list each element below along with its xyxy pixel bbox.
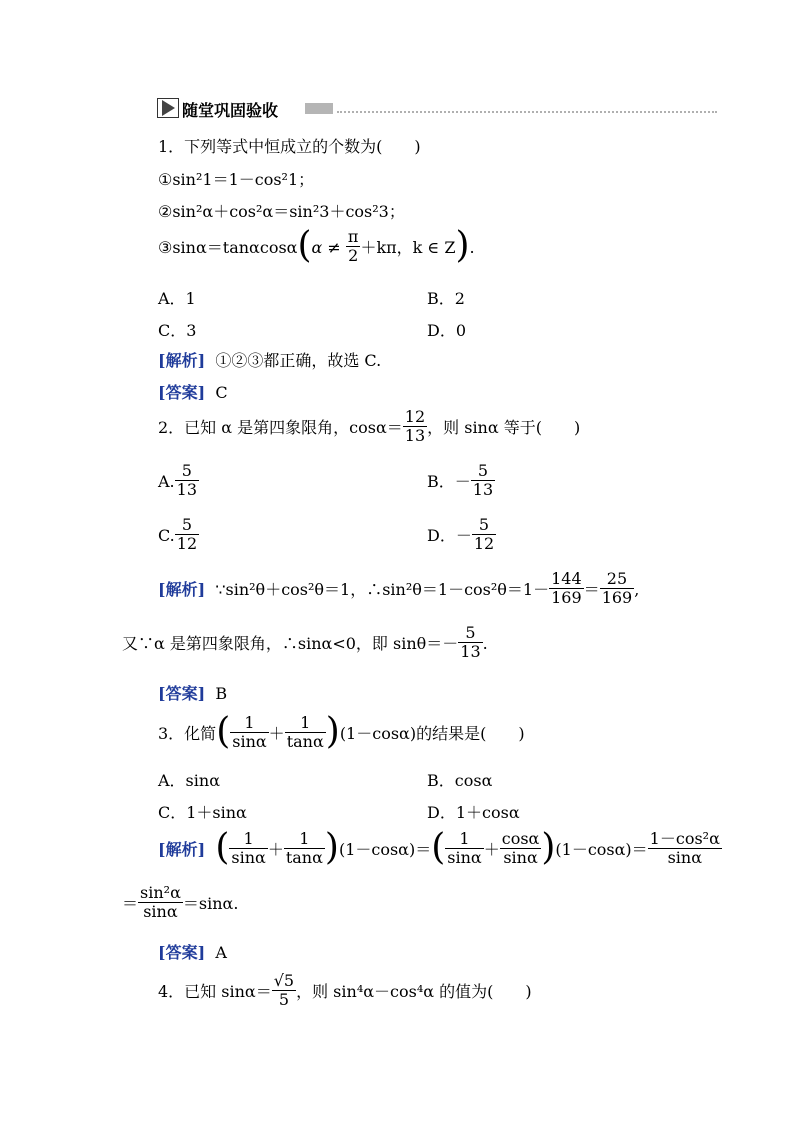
q1-option-a: A．1 — [158, 289, 196, 308]
q1-statement-3: ③sinα＝tanαcosα(α ≠ $\frac{\pi}{2}$ ＋kπ，k ∈ Z). — [158, 224, 475, 266]
q1-option-c: C．3 — [158, 321, 197, 340]
play-arrow-icon — [157, 98, 179, 118]
q3-option-a: A．sinα — [158, 771, 220, 790]
q1-s3-pre: ③sinα＝tanαcosα — [158, 238, 298, 257]
q2-analysis-line1: [解析] ∵sin²θ＋cos²θ＝1，∴sin²θ＝1－cos²θ＝1－ $\frac{144}{169}$ ＝ $\frac{25}{169}$ , — [158, 569, 640, 607]
q1-s3-post: ＋kπ，k ∈ Z — [360, 238, 456, 257]
left-paren: ( — [297, 224, 312, 266]
q4-stem: 4．已知 sinα＝ $\frac{√5}{5}$ ，则 sin⁴α－cos⁴α 的值为( ) — [158, 971, 532, 1009]
q1-analysis — [158, 348, 381, 371]
q1-s3-fraction: $\frac{\pi}{2}$ — [347, 227, 359, 265]
q2-answer: [答案] B — [158, 684, 228, 703]
q2-stem — [158, 407, 581, 447]
q1-s3-alpha: α ≠ — [311, 238, 341, 257]
answer-tag: [答案] — [158, 684, 206, 703]
q3-stem: 3．化简( $\frac{1}{\sin\alpha}$ ＋ $\frac{1}{\tan\alpha}$ )(1－cosα)的结果是( ) — [158, 710, 525, 752]
q2-option-a: A. $\frac{5}{13}$ — [158, 461, 197, 499]
q3-option-b: B．cosα — [427, 771, 493, 790]
section-title: 随堂巩固验收 — [182, 101, 279, 120]
q2-stem-post: ，则 sinα 等于( ) — [427, 418, 581, 437]
q1-analysis-text: ①②③都正确，故选 C. — [215, 351, 382, 370]
q2-option-b: B．－ $\frac{5}{13}$ — [427, 461, 494, 499]
q1-answer — [158, 380, 228, 403]
right-paren: ) — [455, 224, 470, 266]
q1-option-b: B．2 — [427, 289, 465, 308]
answer-tag: [答案] — [158, 943, 206, 962]
q1-stem: 1．下列等式中恒成立的个数为( ) — [158, 137, 421, 156]
section-header — [157, 98, 717, 118]
analysis-tag: [解析] — [158, 580, 206, 599]
q3-analysis-line1: [解析] ( $\frac{1}{\sin\alpha}$ ＋ $\frac{1}{\tan\alpha}$ )(1－cosα)＝( $\frac{1}{\sin\alpha}$ ＋ $\frac{\cos\alpha}{\sin\alpha}$ )(1－cosα)＝ $\frac{\text{1－cos²α}}{\sin\alpha}$ — [158, 826, 720, 868]
q1-statement-1: ①sin²1＝1－cos²1； — [158, 170, 315, 189]
q1-option-d: D．0 — [427, 321, 467, 340]
header-dotted-line — [337, 111, 717, 113]
analysis-tag: [解析] — [158, 351, 206, 370]
q3-analysis-line2: ＝ $\frac{\text{sin²α}}{\sin\alpha}$ ＝sinα. — [122, 883, 239, 921]
q1-statement-2: ②sin²α＋cos²α＝sin²3＋cos²3； — [158, 202, 405, 221]
q3-option-d: D．1＋cosα — [427, 803, 520, 822]
q1-answer-text: C — [215, 383, 228, 402]
analysis-tag: [解析] — [158, 840, 206, 859]
q2-stem-pre: 2．已知 α 是第四象限角，cosα＝ — [158, 418, 403, 437]
q3-option-c: C．1＋sinα — [158, 803, 247, 822]
answer-tag: [答案] — [158, 383, 206, 402]
q2-option-c: C. $\frac{5}{12}$ — [158, 515, 198, 553]
q2-cos-fraction: $\frac{12}{13}$ — [404, 407, 426, 445]
q3-answer: [答案] A — [158, 943, 227, 962]
header-decoration-bar — [305, 103, 333, 114]
q2-analysis-line2: 又∵α 是第四象限角，∴sinα<0，即 sinθ＝－ $\frac{5}{13}$ . — [122, 623, 488, 661]
q2-option-d: D．－ $\frac{5}{12}$ — [427, 515, 495, 553]
